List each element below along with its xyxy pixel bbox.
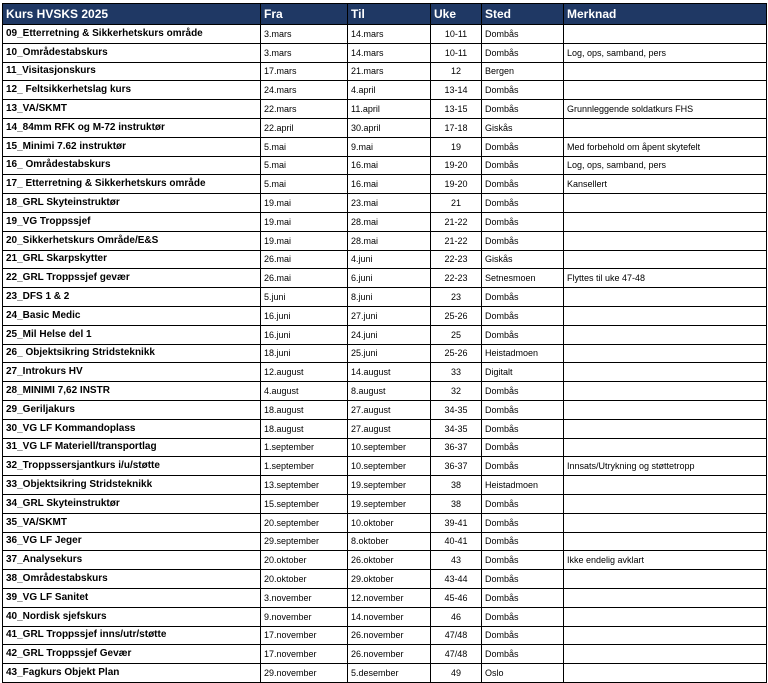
week-cell[interactable]: 45-46 xyxy=(431,588,482,607)
start-date-cell[interactable]: 29.november xyxy=(261,664,348,683)
header-fra[interactable]: Fra xyxy=(261,4,348,25)
course-name-cell[interactable]: 25_Mil Helse del 1 xyxy=(3,325,261,344)
end-date-cell[interactable]: 28.mai xyxy=(348,231,431,250)
remark-cell[interactable] xyxy=(564,438,767,457)
end-date-cell[interactable]: 28.mai xyxy=(348,212,431,231)
table-row xyxy=(3,645,767,664)
remark-cell[interactable]: Kansellert xyxy=(564,175,767,194)
table-row xyxy=(3,118,767,137)
location-cell[interactable]: Dombås xyxy=(482,607,564,626)
location-cell[interactable]: Dombås xyxy=(482,457,564,476)
start-date-cell[interactable]: 9.november xyxy=(261,607,348,626)
start-date-cell[interactable]: 16.juni xyxy=(261,306,348,325)
week-cell[interactable]: 23 xyxy=(431,288,482,307)
remark-cell[interactable] xyxy=(564,513,767,532)
remark-cell[interactable] xyxy=(564,382,767,401)
remark-cell[interactable] xyxy=(564,400,767,419)
table-row xyxy=(3,494,767,513)
week-cell[interactable]: 33 xyxy=(431,363,482,382)
course-name-cell[interactable]: 40_Nordisk sjefskurs xyxy=(3,607,261,626)
start-date-cell[interactable]: 20.september xyxy=(261,513,348,532)
remark-cell[interactable] xyxy=(564,494,767,513)
start-date-cell[interactable]: 19.mai xyxy=(261,212,348,231)
week-cell[interactable]: 22-23 xyxy=(431,250,482,269)
location-cell[interactable]: Dombås xyxy=(482,532,564,551)
remark-cell[interactable] xyxy=(564,288,767,307)
end-date-cell[interactable]: 10.oktober xyxy=(348,513,431,532)
location-cell[interactable]: Dombås xyxy=(482,551,564,570)
course-name-cell[interactable]: 14_84mm RFK og M-72 instruktør xyxy=(3,118,261,137)
table-row xyxy=(3,419,767,438)
table-row xyxy=(3,344,767,363)
course-name-cell[interactable]: 18_GRL Skyteinstruktør xyxy=(3,194,261,213)
location-cell[interactable]: Dombås xyxy=(482,175,564,194)
week-cell[interactable]: 34-35 xyxy=(431,400,482,419)
remark-cell[interactable] xyxy=(564,25,767,44)
start-date-cell[interactable]: 1.september xyxy=(261,457,348,476)
end-date-cell[interactable]: 8.oktober xyxy=(348,532,431,551)
week-cell[interactable]: 25 xyxy=(431,325,482,344)
location-cell[interactable]: Heistadmoen xyxy=(482,476,564,495)
end-date-cell[interactable]: 16.mai xyxy=(348,175,431,194)
remark-cell[interactable] xyxy=(564,607,767,626)
remark-cell[interactable] xyxy=(564,81,767,100)
course-name-cell[interactable]: 09_Etterretning & Sikkerhetskurs område xyxy=(3,25,261,44)
course-name-cell[interactable]: 11_Visitasjonskurs xyxy=(3,62,261,81)
end-date-cell[interactable]: 21.mars xyxy=(348,62,431,81)
end-date-cell[interactable]: 19.september xyxy=(348,476,431,495)
course-name-cell[interactable]: 24_Basic Medic xyxy=(3,306,261,325)
end-date-cell[interactable]: 9.mai xyxy=(348,137,431,156)
week-cell[interactable]: 12 xyxy=(431,62,482,81)
location-cell[interactable]: Dombås xyxy=(482,212,564,231)
table-row xyxy=(3,269,767,288)
week-cell[interactable]: 21-22 xyxy=(431,212,482,231)
table-row xyxy=(3,664,767,683)
table-row xyxy=(3,288,767,307)
week-cell[interactable]: 43 xyxy=(431,551,482,570)
remark-cell[interactable] xyxy=(564,344,767,363)
table-row xyxy=(3,194,767,213)
start-date-cell[interactable]: 17.mars xyxy=(261,62,348,81)
location-cell[interactable]: Dombås xyxy=(482,419,564,438)
week-cell[interactable]: 40-41 xyxy=(431,532,482,551)
course-name-cell[interactable]: 16_ Områdestabskurs xyxy=(3,156,261,175)
location-cell[interactable]: Dombås xyxy=(482,325,564,344)
course-schedule-table xyxy=(2,3,767,683)
start-date-cell[interactable]: 5.mai xyxy=(261,156,348,175)
remark-cell[interactable] xyxy=(564,118,767,137)
remark-cell[interactable]: Innsats/Utrykning og støttetropp xyxy=(564,457,767,476)
end-date-cell[interactable]: 14.november xyxy=(348,607,431,626)
start-date-cell[interactable]: 3.november xyxy=(261,588,348,607)
end-date-cell[interactable]: 10.september xyxy=(348,438,431,457)
course-name-cell[interactable]: 37_Analysekurs xyxy=(3,551,261,570)
table-row xyxy=(3,43,767,62)
table-row xyxy=(3,513,767,532)
table-row xyxy=(3,570,767,589)
remark-cell[interactable]: Med forbehold om åpent skytefelt xyxy=(564,137,767,156)
course-name-cell[interactable]: 34_GRL Skyteinstruktør xyxy=(3,494,261,513)
location-cell[interactable]: Dombås xyxy=(482,494,564,513)
end-date-cell[interactable]: 23.mai xyxy=(348,194,431,213)
remark-cell[interactable] xyxy=(564,325,767,344)
start-date-cell[interactable]: 24.mars xyxy=(261,81,348,100)
end-date-cell[interactable]: 26.november xyxy=(348,626,431,645)
table-row xyxy=(3,607,767,626)
start-date-cell[interactable]: 1.september xyxy=(261,438,348,457)
end-date-cell[interactable]: 26.november xyxy=(348,645,431,664)
header-uke[interactable]: Uke xyxy=(431,4,482,25)
week-cell[interactable]: 21-22 xyxy=(431,231,482,250)
end-date-cell[interactable]: 11.april xyxy=(348,100,431,119)
table-row xyxy=(3,382,767,401)
start-date-cell[interactable]: 15.september xyxy=(261,494,348,513)
location-cell[interactable]: Heistadmoen xyxy=(482,344,564,363)
end-date-cell[interactable]: 26.oktober xyxy=(348,551,431,570)
location-cell[interactable]: Dombås xyxy=(482,645,564,664)
remark-cell[interactable]: Log, ops, samband, pers xyxy=(564,43,767,62)
remark-cell[interactable] xyxy=(564,231,767,250)
remark-cell[interactable] xyxy=(564,363,767,382)
end-date-cell[interactable]: 10.september xyxy=(348,457,431,476)
course-name-cell[interactable]: 28_MINIMI 7,62 INSTR xyxy=(3,382,261,401)
start-date-cell[interactable]: 17.november xyxy=(261,626,348,645)
table-row xyxy=(3,62,767,81)
remark-cell[interactable] xyxy=(564,62,767,81)
table-row xyxy=(3,626,767,645)
end-date-cell[interactable]: 8.juni xyxy=(348,288,431,307)
table-row xyxy=(3,551,767,570)
remark-cell[interactable]: Log, ops, samband, pers xyxy=(564,156,767,175)
header-kurs[interactable]: Kurs HVSKS 2025 xyxy=(3,4,261,25)
location-cell[interactable]: Dombås xyxy=(482,100,564,119)
course-name-cell[interactable]: 23_DFS 1 & 2 xyxy=(3,288,261,307)
week-cell[interactable]: 32 xyxy=(431,382,482,401)
table-row xyxy=(3,212,767,231)
start-date-cell[interactable]: 20.oktober xyxy=(261,551,348,570)
week-cell[interactable]: 25-26 xyxy=(431,344,482,363)
start-date-cell[interactable]: 13.september xyxy=(261,476,348,495)
start-date-cell[interactable]: 17.november xyxy=(261,645,348,664)
location-cell[interactable]: Dombås xyxy=(482,288,564,307)
table-row xyxy=(3,438,767,457)
course-name-cell[interactable]: 26_ Objektsikring Stridsteknikk xyxy=(3,344,261,363)
course-name-cell[interactable]: 30_VG LF Kommandoplass xyxy=(3,419,261,438)
remark-cell[interactable] xyxy=(564,212,767,231)
remark-cell[interactable] xyxy=(564,532,767,551)
week-cell[interactable]: 38 xyxy=(431,494,482,513)
header-merknad[interactable]: Merknad xyxy=(564,4,767,25)
table-row xyxy=(3,250,767,269)
location-cell[interactable]: Dombås xyxy=(482,588,564,607)
course-name-cell[interactable]: 38_Områdestabskurs xyxy=(3,570,261,589)
remark-cell[interactable]: Flyttes til uke 47-48 xyxy=(564,269,767,288)
location-cell[interactable]: Bergen xyxy=(482,62,564,81)
remark-cell[interactable] xyxy=(564,645,767,664)
end-date-cell[interactable]: 27.august xyxy=(348,419,431,438)
table-row xyxy=(3,81,767,100)
start-date-cell[interactable]: 29.september xyxy=(261,532,348,551)
week-cell[interactable]: 19 xyxy=(431,137,482,156)
week-cell[interactable]: 49 xyxy=(431,664,482,683)
week-cell[interactable]: 36-37 xyxy=(431,438,482,457)
start-date-cell[interactable]: 18.august xyxy=(261,400,348,419)
week-cell[interactable]: 36-37 xyxy=(431,457,482,476)
location-cell[interactable]: Setnesmoen xyxy=(482,269,564,288)
start-date-cell[interactable]: 19.mai xyxy=(261,194,348,213)
remark-cell[interactable] xyxy=(564,306,767,325)
location-cell[interactable]: Digitalt xyxy=(482,363,564,382)
course-name-cell[interactable]: 42_GRL Troppssjef Gevær xyxy=(3,645,261,664)
week-cell[interactable]: 13-14 xyxy=(431,81,482,100)
table-row xyxy=(3,400,767,419)
table-row xyxy=(3,306,767,325)
week-cell[interactable]: 47/48 xyxy=(431,626,482,645)
start-date-cell[interactable]: 18.juni xyxy=(261,344,348,363)
week-cell[interactable]: 22-23 xyxy=(431,269,482,288)
course-name-cell[interactable]: 32_Troppssersjantkurs i/u/støtte xyxy=(3,457,261,476)
start-date-cell[interactable]: 16.juni xyxy=(261,325,348,344)
end-date-cell[interactable]: 25.juni xyxy=(348,344,431,363)
start-date-cell[interactable]: 5.mai xyxy=(261,137,348,156)
week-cell[interactable]: 25-26 xyxy=(431,306,482,325)
end-date-cell[interactable]: 4.juni xyxy=(348,250,431,269)
week-cell[interactable]: 19-20 xyxy=(431,175,482,194)
start-date-cell[interactable]: 12.august xyxy=(261,363,348,382)
course-name-cell[interactable]: 15_Minimi 7.62 instruktør xyxy=(3,137,261,156)
course-name-cell[interactable]: 39_VG LF Sanitet xyxy=(3,588,261,607)
remark-cell[interactable] xyxy=(564,588,767,607)
table-row xyxy=(3,588,767,607)
end-date-cell[interactable]: 19.september xyxy=(348,494,431,513)
remark-cell[interactable] xyxy=(564,250,767,269)
location-cell[interactable]: Dombås xyxy=(482,137,564,156)
week-cell[interactable]: 10-11 xyxy=(431,43,482,62)
table-row xyxy=(3,137,767,156)
course-name-cell[interactable]: 43_Fagkurs Objekt Plan xyxy=(3,664,261,683)
location-cell[interactable]: Dombås xyxy=(482,438,564,457)
location-cell[interactable]: Oslo xyxy=(482,664,564,683)
week-cell[interactable]: 43-44 xyxy=(431,570,482,589)
course-name-cell[interactable]: 31_VG LF Materiell/transportlag xyxy=(3,438,261,457)
remark-cell[interactable] xyxy=(564,194,767,213)
header-sted[interactable]: Sted xyxy=(482,4,564,25)
table-row xyxy=(3,476,767,495)
start-date-cell[interactable]: 5.juni xyxy=(261,288,348,307)
end-date-cell[interactable]: 6.juni xyxy=(348,269,431,288)
week-cell[interactable]: 13-15 xyxy=(431,100,482,119)
remark-cell[interactable]: Grunnleggende soldatkurs FHS xyxy=(564,100,767,119)
location-cell[interactable]: Dombås xyxy=(482,570,564,589)
course-name-cell[interactable]: 22_GRL Troppssjef gevær xyxy=(3,269,261,288)
end-date-cell[interactable]: 4.april xyxy=(348,81,431,100)
remark-cell[interactable] xyxy=(564,419,767,438)
table-row xyxy=(3,231,767,250)
course-name-cell[interactable]: 13_VA/SKMT xyxy=(3,100,261,119)
location-cell[interactable]: Dombås xyxy=(482,513,564,532)
end-date-cell[interactable]: 5.desember xyxy=(348,664,431,683)
table-row xyxy=(3,25,767,44)
table-row xyxy=(3,363,767,382)
table-row xyxy=(3,175,767,194)
table-row xyxy=(3,532,767,551)
table-row xyxy=(3,457,767,476)
end-date-cell[interactable]: 14.mars xyxy=(348,25,431,44)
course-name-cell[interactable]: 20_Sikkerhetskurs Område/E&S xyxy=(3,231,261,250)
location-cell[interactable]: Giskås xyxy=(482,118,564,137)
location-cell[interactable]: Dombås xyxy=(482,306,564,325)
course-name-cell[interactable]: 33_Objektsikring Stridsteknikk xyxy=(3,476,261,495)
course-name-cell[interactable]: 21_GRL Skarpskytter xyxy=(3,250,261,269)
end-date-cell[interactable]: 24.juni xyxy=(348,325,431,344)
location-cell[interactable]: Dombås xyxy=(482,231,564,250)
end-date-cell[interactable]: 27.juni xyxy=(348,306,431,325)
start-date-cell[interactable]: 26.mai xyxy=(261,269,348,288)
week-cell[interactable]: 38 xyxy=(431,476,482,495)
end-date-cell[interactable]: 14.mars xyxy=(348,43,431,62)
week-cell[interactable]: 21 xyxy=(431,194,482,213)
start-date-cell[interactable]: 4.august xyxy=(261,382,348,401)
course-name-cell[interactable]: 10_Områdestabskurs xyxy=(3,43,261,62)
start-date-cell[interactable]: 3.mars xyxy=(261,25,348,44)
remark-cell[interactable] xyxy=(564,570,767,589)
table-row xyxy=(3,100,767,119)
end-date-cell[interactable]: 30.april xyxy=(348,118,431,137)
end-date-cell[interactable]: 29.oktober xyxy=(348,570,431,589)
remark-cell[interactable] xyxy=(564,664,767,683)
header-til[interactable]: Til xyxy=(348,4,431,25)
location-cell[interactable]: Dombås xyxy=(482,400,564,419)
table-row xyxy=(3,156,767,175)
location-cell[interactable]: Dombås xyxy=(482,156,564,175)
location-cell[interactable]: Dombås xyxy=(482,194,564,213)
week-cell[interactable]: 10-11 xyxy=(431,25,482,44)
week-cell[interactable]: 47/48 xyxy=(431,645,482,664)
end-date-cell[interactable]: 14.august xyxy=(348,363,431,382)
start-date-cell[interactable]: 19.mai xyxy=(261,231,348,250)
course-name-cell[interactable]: 19_VG Troppssjef xyxy=(3,212,261,231)
remark-cell[interactable] xyxy=(564,476,767,495)
remark-cell[interactable] xyxy=(564,626,767,645)
start-date-cell[interactable]: 20.oktober xyxy=(261,570,348,589)
week-cell[interactable]: 17-18 xyxy=(431,118,482,137)
start-date-cell[interactable]: 3.mars xyxy=(261,43,348,62)
location-cell[interactable]: Dombås xyxy=(482,81,564,100)
start-date-cell[interactable]: 5.mai xyxy=(261,175,348,194)
start-date-cell[interactable]: 22.mars xyxy=(261,100,348,119)
start-date-cell[interactable]: 18.august xyxy=(261,419,348,438)
course-name-cell[interactable]: 12_ Feltsikkerhetslag kurs xyxy=(3,81,261,100)
header-row xyxy=(3,4,767,25)
location-cell[interactable]: Dombås xyxy=(482,43,564,62)
location-cell[interactable]: Dombås xyxy=(482,626,564,645)
location-cell[interactable]: Giskås xyxy=(482,250,564,269)
week-cell[interactable]: 19-20 xyxy=(431,156,482,175)
course-name-cell[interactable]: 17_ Etterretning & Sikkerhetskurs område xyxy=(3,175,261,194)
location-cell[interactable]: Dombås xyxy=(482,382,564,401)
end-date-cell[interactable]: 16.mai xyxy=(348,156,431,175)
week-cell[interactable]: 39-41 xyxy=(431,513,482,532)
remark-cell[interactable]: Ikke endelig avklart xyxy=(564,551,767,570)
course-name-cell[interactable]: 41_GRL Troppssjef inns/utr/støtte xyxy=(3,626,261,645)
week-cell[interactable]: 46 xyxy=(431,607,482,626)
course-name-cell[interactable]: 35_VA/SKMT xyxy=(3,513,261,532)
end-date-cell[interactable]: 27.august xyxy=(348,400,431,419)
start-date-cell[interactable]: 26.mai xyxy=(261,250,348,269)
course-name-cell[interactable]: 36_VG LF Jeger xyxy=(3,532,261,551)
table-row xyxy=(3,325,767,344)
week-cell[interactable]: 34-35 xyxy=(431,419,482,438)
course-name-cell[interactable]: 29_Geriljakurs xyxy=(3,400,261,419)
location-cell[interactable]: Dombås xyxy=(482,25,564,44)
end-date-cell[interactable]: 8.august xyxy=(348,382,431,401)
course-name-cell[interactable]: 27_Introkurs HV xyxy=(3,363,261,382)
start-date-cell[interactable]: 22.april xyxy=(261,118,348,137)
end-date-cell[interactable]: 12.november xyxy=(348,588,431,607)
